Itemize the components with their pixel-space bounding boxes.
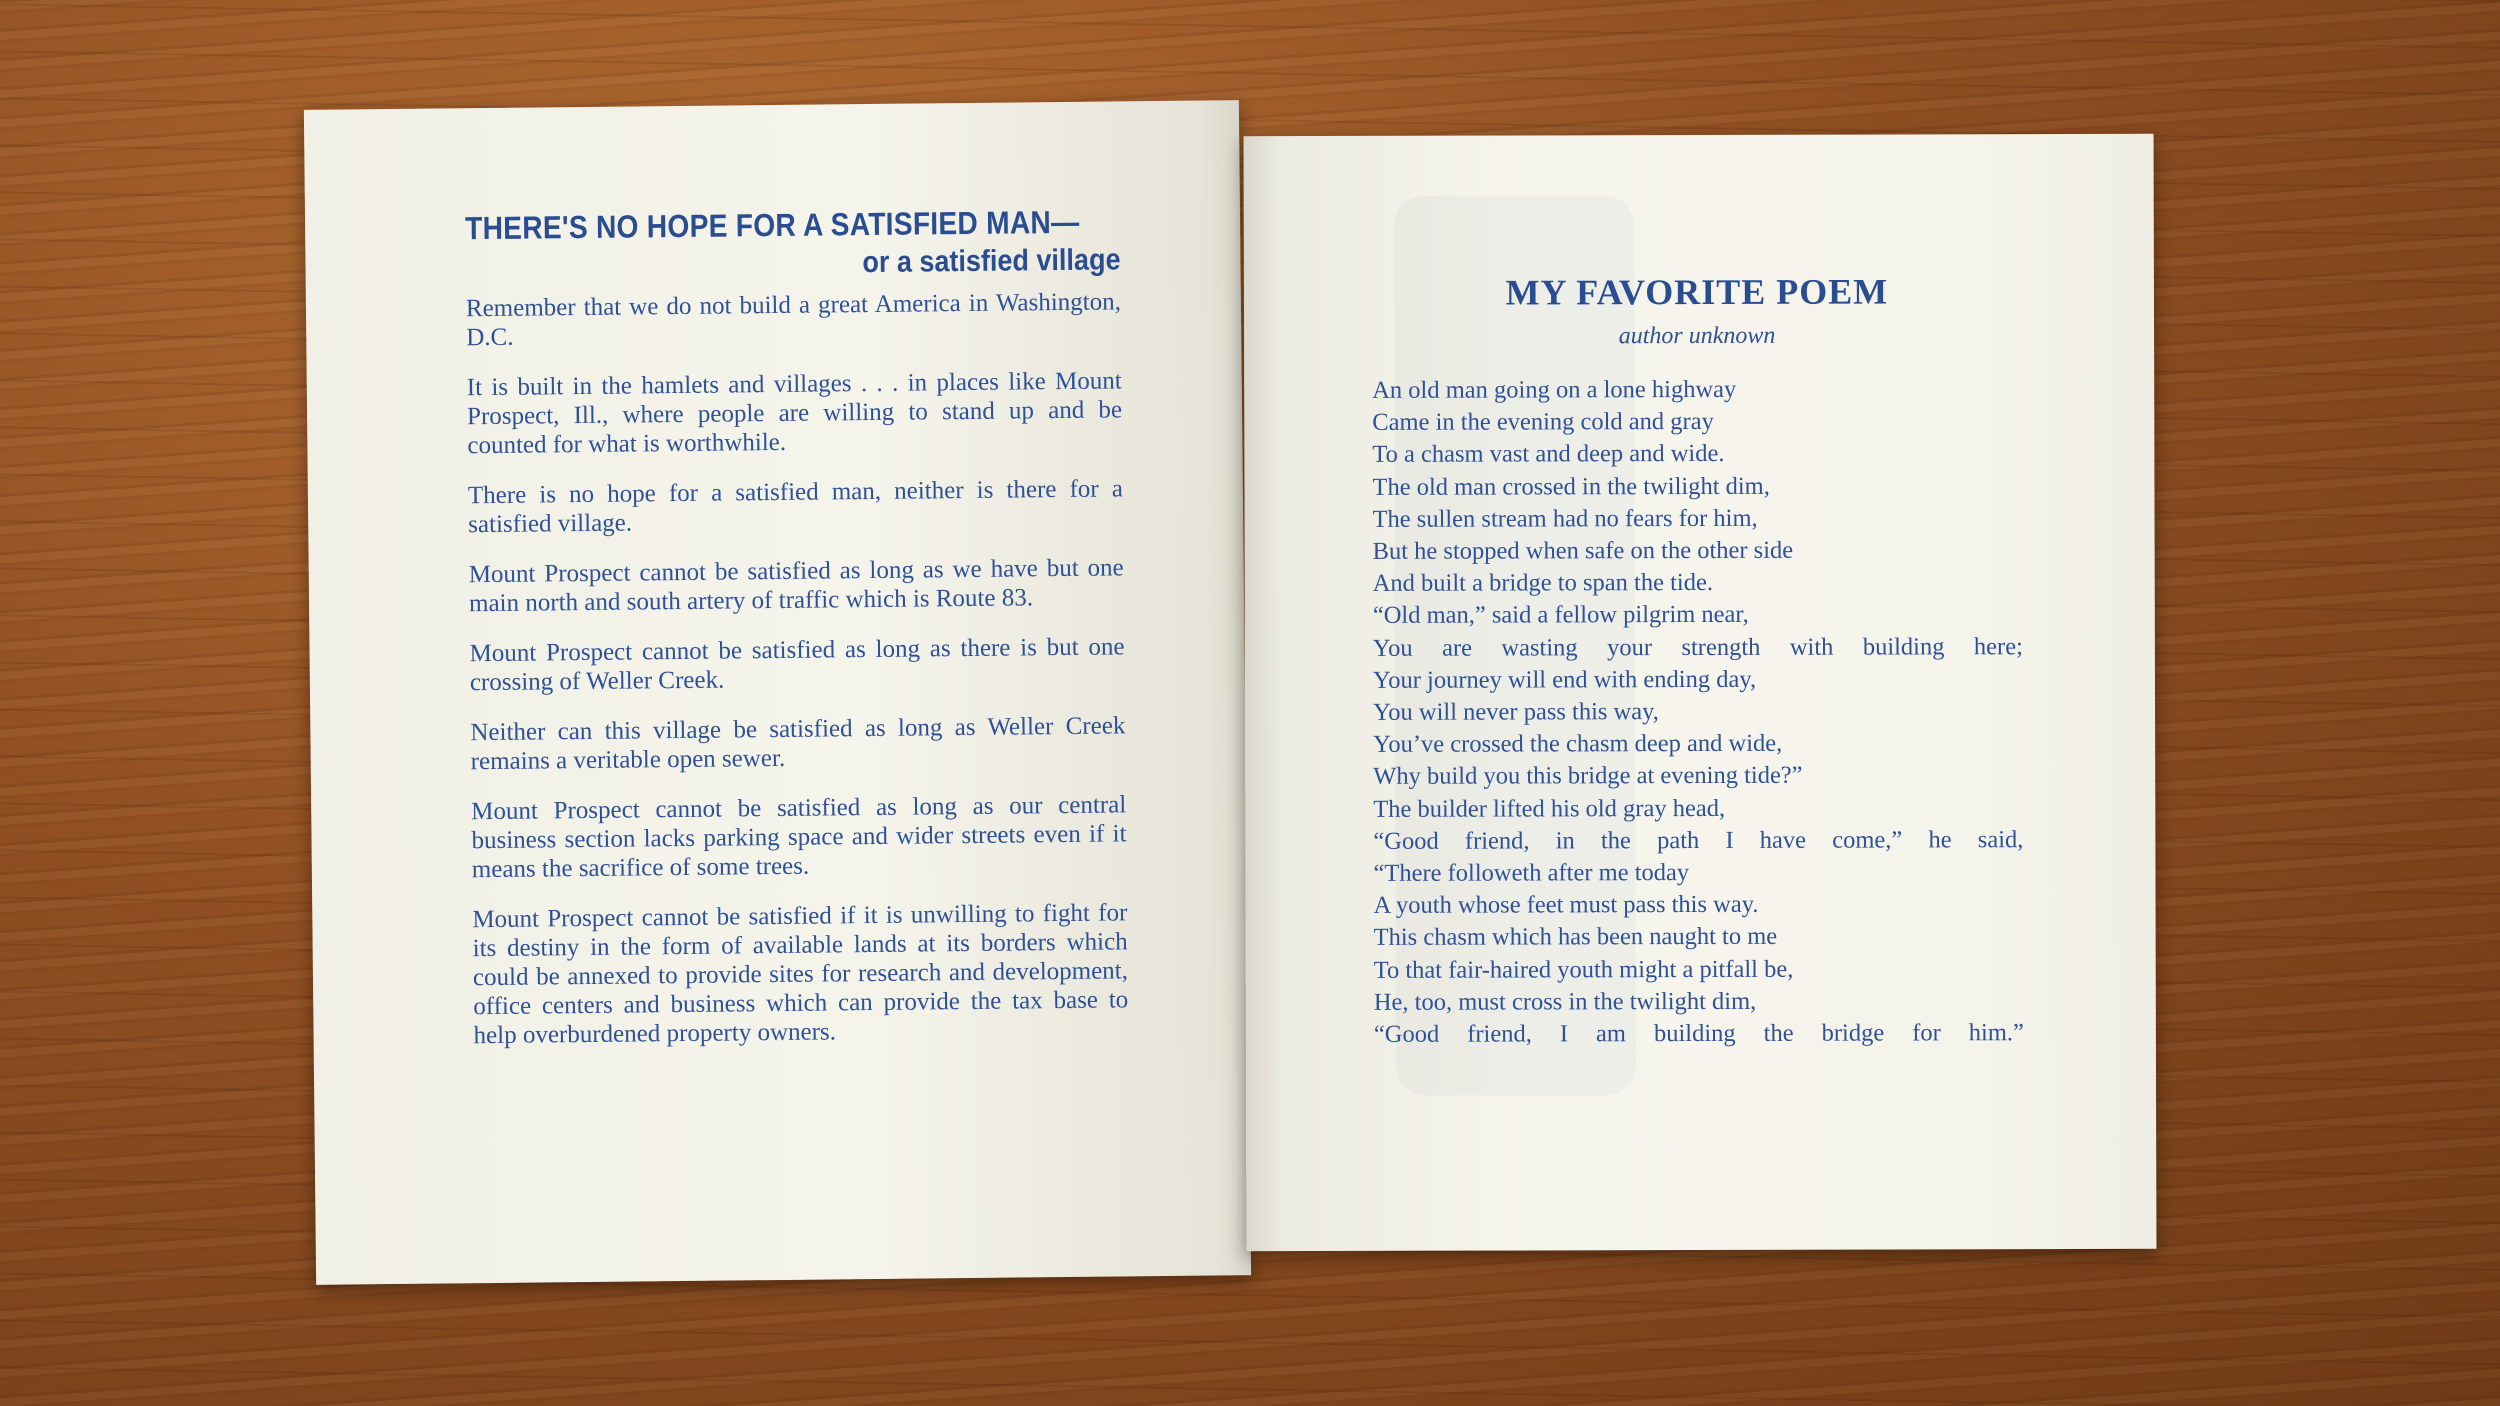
poem-line: This chasm which has been naught to me (1373, 923, 1778, 952)
paragraph: Mount Prospect cannot be satisfied if it is unwilling to fight for its destiny in the form of available lands at its borders which could be annexed to provide sites for research and development, office centers and business which can provide the tax base to help overburdened property owners. (472, 899, 1129, 1050)
poem-line: An old man going on a lone highway (1372, 375, 1737, 404)
poem-line: Why build you this bridge at evening tide?” (1373, 762, 1803, 791)
poem-line: To a chasm vast and deep and wide. (1372, 440, 1725, 469)
poem (1372, 269, 2024, 1051)
left-page (304, 100, 1251, 1285)
poem-line: A youth whose feet must pass this way. (1373, 891, 1759, 920)
poem-line: “Good friend, in the path I have come,” he said, (1373, 825, 2024, 855)
left-heading: THERE'S NO HOPE FOR A SATISFIED MAN— (464, 203, 1080, 247)
poem-line: Your journey will end with ending day, (1372, 665, 1757, 694)
right-page (1244, 134, 2157, 1251)
paragraph: There is no hope for a satisfied man, neither is there for a satisfied village. (467, 475, 1124, 539)
left-subheading: or a satisfied village (862, 243, 1121, 280)
poem-line: “Good friend, I am building the bridge for him.” (1373, 1019, 2024, 1048)
poem-line: The builder lifted his old gray head, (1373, 794, 1726, 823)
poem-author: author unknown (1618, 322, 1776, 350)
poem-line: “Old man,” said a fellow pilgrim near, (1372, 601, 1749, 630)
poem-line: You are wasting your strength with building here; (1372, 632, 2023, 662)
poem-line: But he stopped when safe on the other side (1372, 536, 1794, 565)
paragraph: Mount Prospect cannot be satisfied as long as we have but one main north and south artery of traffic which is Route 83. (468, 554, 1124, 618)
paragraph: Neither can this village be satisfied as long as Weller Creek remains a veritable open sewer. (470, 712, 1126, 776)
paragraph: It is built in the hamlets and villages . . . in places like Mount Prospect, Ill., where people are willing to stand up and be counted for what is worthwhile. (466, 367, 1123, 460)
poem-line: To that fair-haired youth might a pitfall be, (1373, 955, 1794, 984)
left-page-text (465, 201, 1129, 1071)
poem-line: You’ve crossed the chasm deep and wide, (1373, 730, 1783, 759)
poem-line: You will never pass this way, (1373, 698, 1659, 726)
poem-line: The sullen stream had no fears for him, (1372, 504, 1758, 533)
poem-lines (1372, 373, 2024, 1051)
paragraph: Mount Prospect cannot be satisfied as long as our central business section lacks parking space and wider streets even if it means the sacrifice of some trees. (471, 791, 1127, 884)
poem-line: And built a bridge to span the tide. (1372, 569, 1713, 598)
poem-line: Came in the evening cold and gray (1372, 408, 1714, 437)
poem-title: MY FAVORITE POEM (1505, 271, 1889, 313)
poem-line: He, too, must cross in the twilight dim, (1373, 987, 1757, 1016)
poem-line: The old man crossed in the twilight dim, (1372, 472, 1770, 501)
poem-line: “There followeth after me today (1373, 859, 1690, 887)
paragraph: Remember that we do not build a great America in Washington, D.C. (465, 288, 1122, 352)
paragraph: Mount Prospect cannot be satisfied as long as there is but one crossing of Weller Creek. (469, 633, 1125, 697)
